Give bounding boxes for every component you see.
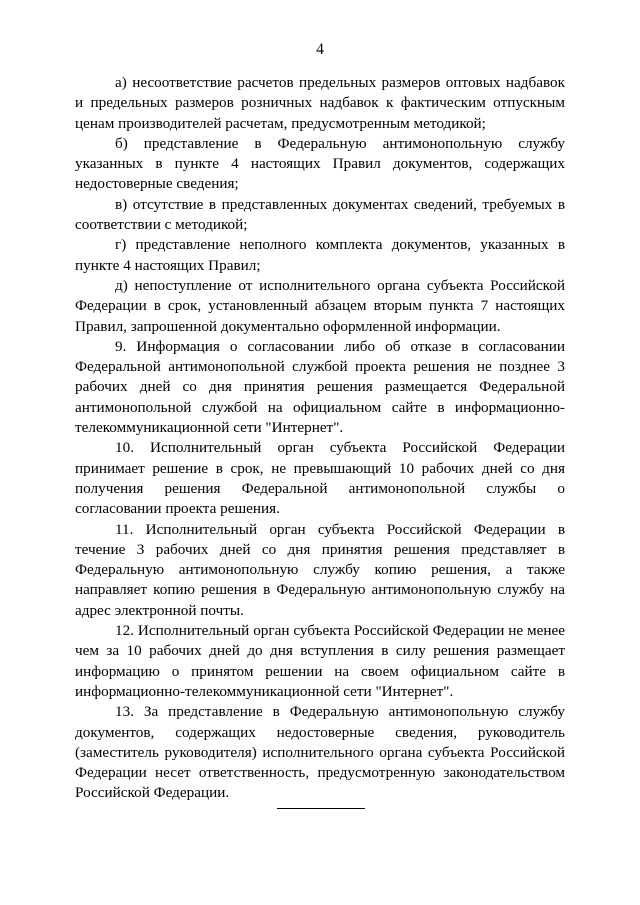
paragraph-13: 13. За представление в Федеральную антимонопольную службу документов, содержащих недостоверные сведения, руководитель (заместитель руководителя) исполнительного органа субъекта Российской Федерации несет ответственность, предусмотренную законодательством Российской Федерации.	[75, 703, 565, 802]
paragraph-item-a: а) несоответствие расчетов предельных размеров оптовых надбавок и предельных размеров розничных надбавок к фактическим отпускным ценам производителей расчетам, предусмотренным методикой;	[75, 74, 565, 132]
paragraph-item-v: в) отсутствие в представленных документах сведений, требуемых в соответствии с методикой;	[75, 195, 565, 234]
page-number: 4	[316, 41, 324, 58]
document-body	[75, 73, 565, 804]
paragraph-item-b: б) представление в Федеральную антимонопольную службу указанных в пункте 4 настоящих Правил документов, содержащих недостоверные сведения;	[75, 134, 565, 193]
paragraph-9: 9. Информация о согласовании либо об отказе в согласовании Федеральной антимонопольной службой проекта решения не позднее 3 рабочих дней со дня принятия решения размещается Федеральной антимонопольной службой на официальном сайте в информационно-телекоммуникационной сети "Интернет".	[75, 337, 565, 437]
paragraph-10: 10. Исполнительный орган субъекта Российской Федерации принимает решение в срок, не превышающий 10 рабочих дней со дня получения решения Федеральной антимонопольной службы о согласовании проекта решения.	[75, 439, 565, 518]
paragraph-item-g: г) представление неполного комплекта документов, указанных в пункте 4 настоящих Правил;	[75, 236, 565, 274]
paragraph-item-d: д) непоступление от исполнительного органа субъекта Российской Федерации в срок, установленный абзацем вторым пункта 7 настоящих Правил, запрошенной документально оформленной информации.	[75, 276, 565, 335]
paragraph-12: 12. Исполнительный орган субъекта Российской Федерации не менее чем за 10 рабочих дней до дня вступления в силу решения размещает информацию о принятом решении на своем официальном сайте в информационно-телекоммуникационной сети "Интернет".	[75, 622, 565, 700]
paragraph-11: 11. Исполнительный орган субъекта Российской Федерации в течение 3 рабочих дней со дня принятия решения представляет в Федеральную антимонопольную службу копию решения, а также направляет копию решения в Федеральную антимонопольную службу на адрес электронной почты.	[75, 520, 565, 619]
end-divider	[277, 808, 365, 809]
